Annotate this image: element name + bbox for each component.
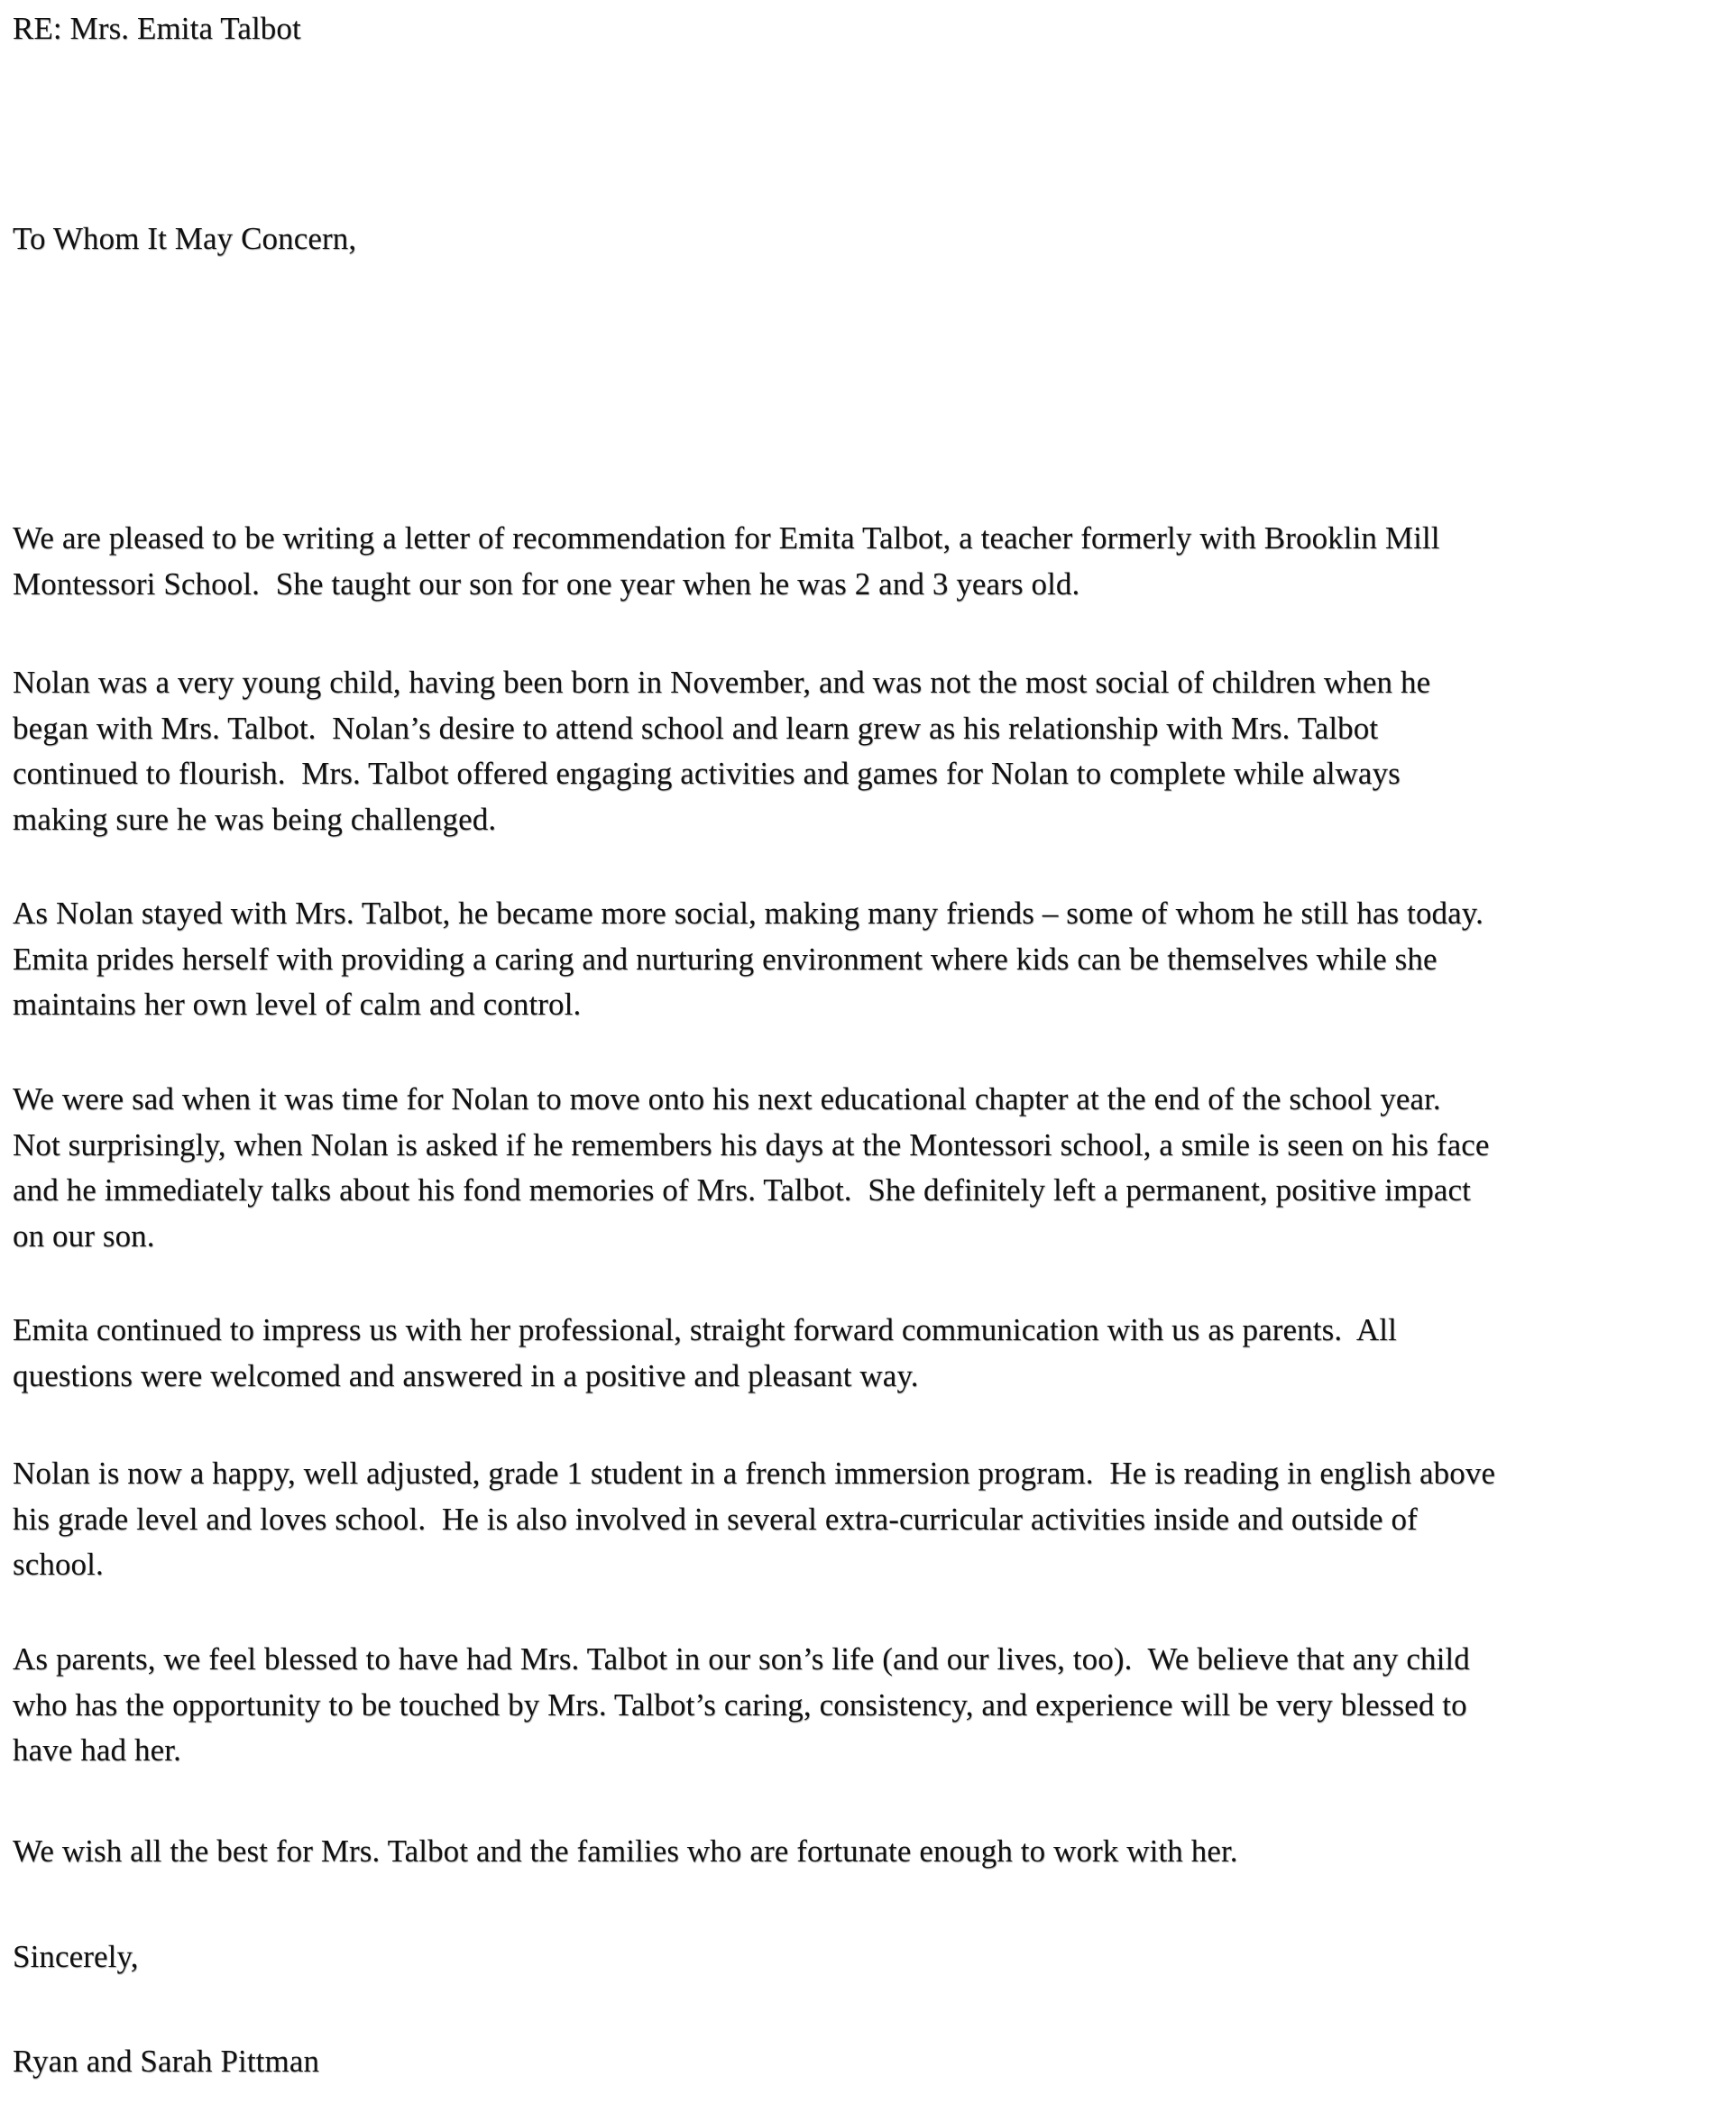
paragraph-line: We are pleased to be writing a letter of recommendation for Emita Talbot, a teacher formerly with Brooklin Mill bbox=[13, 520, 1440, 556]
paragraph-best-wishes bbox=[13, 1833, 1726, 1879]
paragraph-line: Emita prides herself with providing a caring and nurturing environment where kids can be themselves while she bbox=[13, 941, 1437, 977]
paragraph-line: We wish all the best for Mrs. Talbot and the families who are fortunate enough to work with her. bbox=[13, 1833, 1238, 1869]
signature: Ryan and Sarah Pittman bbox=[13, 2044, 320, 2079]
paragraph-gratitude bbox=[13, 1641, 1726, 1778]
paragraph-line: maintains her own level of calm and control. bbox=[13, 987, 582, 1022]
paragraph-line: school. bbox=[13, 1547, 104, 1582]
paragraph-line: Montessori School. She taught our son for one year when he was 2 and 3 years old. bbox=[13, 565, 1080, 602]
subject-line: RE: Mrs. Emita Talbot bbox=[13, 11, 301, 46]
paragraph-current-status bbox=[13, 1456, 1726, 1593]
salutation: To Whom It May Concern, bbox=[13, 221, 357, 256]
paragraph-line: Emita continued to impress us with her professional, straight forward communication with us as parents. All bbox=[13, 1312, 1397, 1347]
paragraph-line: Not surprisingly, when Nolan is asked if he remembers his days at the Montessori school, a smile is seen on his face bbox=[13, 1126, 1490, 1162]
paragraph-early-days bbox=[13, 665, 1726, 847]
paragraph-line: We were sad when it was time for Nolan to move onto his next educational chapter at the end of the school year. bbox=[13, 1081, 1441, 1116]
closing: Sincerely, bbox=[13, 1939, 139, 1974]
paragraph-line: began with Mrs. Talbot. Nolan’s desire to attend school and learn grew as his relationship with Mrs. Talbot bbox=[13, 710, 1379, 746]
paragraph-social-growth bbox=[13, 896, 1726, 1033]
paragraph-line: Nolan was a very young child, having been born in November, and was not the most social of children when he bbox=[13, 665, 1431, 700]
paragraph-moving-on bbox=[13, 1081, 1726, 1263]
paragraph-line: questions were welcomed and answered in a positive and pleasant way. bbox=[13, 1357, 919, 1393]
paragraph-line: on our son. bbox=[13, 1217, 155, 1254]
paragraph-line: making sure he was being challenged. bbox=[13, 801, 497, 837]
paragraph-line: who has the opportunity to be touched by Mrs. Talbot’s caring, consistency, and experience will be very blessed to bbox=[13, 1686, 1467, 1723]
paragraph-line: As Nolan stayed with Mrs. Talbot, he became more social, making many friends – some of whom he still has today. bbox=[13, 896, 1483, 931]
paragraph-line: and he immediately talks about his fond memories of Mrs. Talbot. She definitely left a permanent, positive impact bbox=[13, 1172, 1471, 1208]
paragraph-line: his grade level and loves school. He is also involved in several extra-curricular activities inside and outside of bbox=[13, 1501, 1418, 1537]
paragraph-communication bbox=[13, 1312, 1726, 1403]
paragraph-line: continued to flourish. Mrs. Talbot offered engaging activities and games for Nolan to complete while always bbox=[13, 756, 1401, 791]
paragraph-line: As parents, we feel blessed to have had Mrs. Talbot in our son’s life (and our lives, too). We believe that any child bbox=[13, 1641, 1470, 1677]
paragraph-line: have had her. bbox=[13, 1732, 181, 1768]
paragraph-introduction bbox=[13, 520, 1726, 611]
paragraph-line: Nolan is now a happy, well adjusted, grade 1 student in a french immersion program. He is reading in english above bbox=[13, 1456, 1496, 1491]
